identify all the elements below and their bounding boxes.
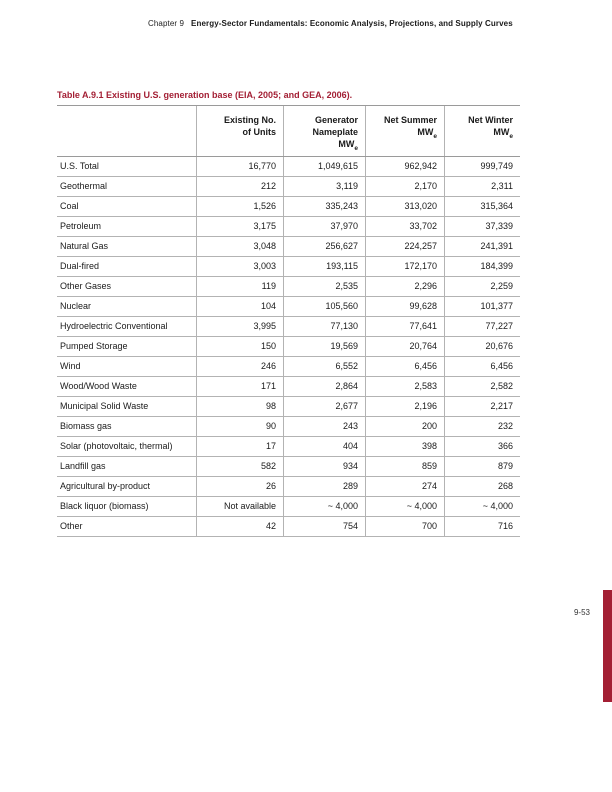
header-line: MW: [493, 127, 510, 137]
table-row: [57, 157, 520, 177]
table-row: [57, 437, 520, 457]
row-value: 1,526: [196, 197, 283, 216]
row-value: 17: [196, 437, 283, 456]
row-label: Dual-fired: [60, 261, 100, 271]
row-value: 3,995: [196, 317, 283, 336]
row-value: 754: [283, 517, 365, 536]
header-subscript: e: [354, 144, 358, 152]
chapter-title: Energy-Sector Fundamentals: Economic Analysis, Projections, and Supply Curves: [191, 19, 513, 28]
row-label: Landfill gas: [60, 461, 106, 471]
row-value: 37,970: [283, 217, 365, 236]
row-value: 19,569: [283, 337, 365, 356]
row-label: Agricultural by-product: [60, 481, 151, 491]
row-value: 77,227: [444, 317, 520, 336]
row-value: 90: [196, 417, 283, 436]
row-value: 716: [444, 517, 520, 536]
table-row: [57, 457, 520, 477]
header-line: Generator: [314, 115, 358, 125]
row-value: 77,641: [365, 317, 444, 336]
row-value: 289: [283, 477, 365, 496]
row-value: 3,175: [196, 217, 283, 236]
row-value: 20,676: [444, 337, 520, 356]
row-value: 37,339: [444, 217, 520, 236]
row-value: 3,003: [196, 257, 283, 276]
header-line: Existing No.: [223, 115, 276, 125]
row-value: 2,311: [444, 177, 520, 196]
row-value: 26: [196, 477, 283, 496]
row-value: 99,628: [365, 297, 444, 316]
row-label: Black liquor (biomass): [60, 501, 149, 511]
header-line: of Units: [242, 127, 276, 137]
row-value: 232: [444, 417, 520, 436]
table-row: [57, 197, 520, 217]
header-line: MW: [417, 127, 434, 137]
header-cell-nameplate: [283, 106, 365, 156]
header-cell-net-winter: [444, 106, 520, 156]
row-value: 962,942: [365, 157, 444, 176]
row-value: 101,377: [444, 297, 520, 316]
row-value: 150: [196, 337, 283, 356]
row-value: 268: [444, 477, 520, 496]
table-body: [57, 157, 520, 537]
row-value: 2,170: [365, 177, 444, 196]
header-cell-units: [196, 106, 283, 156]
row-label: Other: [60, 521, 83, 531]
table-row: [57, 357, 520, 377]
row-value: 879: [444, 457, 520, 476]
row-value: 2,677: [283, 397, 365, 416]
row-value: 119: [196, 277, 283, 296]
header-cell-blank: [57, 106, 196, 156]
row-value: 256,627: [283, 237, 365, 256]
row-value: 98: [196, 397, 283, 416]
row-value: ~ 4,000: [444, 497, 520, 516]
row-value: 582: [196, 457, 283, 476]
row-value: 3,048: [196, 237, 283, 256]
page-edge-accent-bar: [603, 590, 612, 702]
row-value: 2,535: [283, 277, 365, 296]
row-value: 6,552: [283, 357, 365, 376]
row-value: 171: [196, 377, 283, 396]
row-value: 104: [196, 297, 283, 316]
row-value: 3,119: [283, 177, 365, 196]
row-label: Municipal Solid Waste: [60, 401, 149, 411]
header-line: Nameplate MW: [312, 127, 358, 149]
row-value: 315,364: [444, 197, 520, 216]
row-value: 404: [283, 437, 365, 456]
header-subscript: e: [433, 132, 437, 140]
row-value: 2,583: [365, 377, 444, 396]
row-label: Biomass gas: [60, 421, 112, 431]
table-row: [57, 377, 520, 397]
row-value: 42: [196, 517, 283, 536]
table-row: [57, 177, 520, 197]
row-value: 184,399: [444, 257, 520, 276]
row-value: 2,217: [444, 397, 520, 416]
chapter-label: Chapter 9: [148, 19, 185, 28]
row-label: Wood/Wood Waste: [60, 381, 137, 391]
row-label: Nuclear: [60, 301, 92, 311]
row-value: 2,864: [283, 377, 365, 396]
header-subscript: e: [509, 132, 513, 140]
row-value: 16,770: [196, 157, 283, 176]
row-value: 366: [444, 437, 520, 456]
table-row: [57, 337, 520, 357]
row-value: 77,130: [283, 317, 365, 336]
row-value: 1,049,615: [283, 157, 365, 176]
row-value: 105,560: [283, 297, 365, 316]
row-value: 20,764: [365, 337, 444, 356]
header-line: Net Winter: [468, 115, 513, 125]
row-label: Pumped Storage: [60, 341, 128, 351]
table-row: [57, 277, 520, 297]
row-value: 212: [196, 177, 283, 196]
row-value: 33,702: [365, 217, 444, 236]
row-label: Petroleum: [60, 221, 102, 231]
row-value: 241,391: [444, 237, 520, 256]
row-value: 2,196: [365, 397, 444, 416]
table-row: [57, 317, 520, 337]
table-row: [57, 477, 520, 497]
row-value: Not available: [196, 497, 283, 516]
row-label: Solar (photovoltaic, thermal): [60, 441, 173, 451]
row-value: 2,259: [444, 277, 520, 296]
header-cell-net-summer: [365, 106, 444, 156]
table-row: [57, 497, 520, 517]
row-label: Wind: [60, 361, 81, 371]
row-value: ~ 4,000: [283, 497, 365, 516]
row-label: Natural Gas: [60, 241, 109, 251]
row-value: 398: [365, 437, 444, 456]
row-label: Other Gases: [60, 281, 112, 291]
table-row: [57, 397, 520, 417]
row-value: 6,456: [444, 357, 520, 376]
row-label: U.S. Total: [60, 161, 99, 171]
page-header: [148, 19, 513, 28]
table-row: [57, 237, 520, 257]
row-value: 2,296: [365, 277, 444, 296]
table-row: [57, 517, 520, 537]
row-value: 2,582: [444, 377, 520, 396]
header-line: Net Summer: [383, 115, 437, 125]
row-value: 200: [365, 417, 444, 436]
table-row: [57, 297, 520, 317]
row-value: 246: [196, 357, 283, 376]
row-value: 6,456: [365, 357, 444, 376]
row-label: Coal: [60, 201, 79, 211]
row-value: 934: [283, 457, 365, 476]
table-row: [57, 417, 520, 437]
row-value: 172,170: [365, 257, 444, 276]
table-header-row: [57, 106, 520, 157]
table-row: [57, 257, 520, 277]
row-value: ~ 4,000: [365, 497, 444, 516]
table-row: [57, 217, 520, 237]
row-value: 700: [365, 517, 444, 536]
row-value: 224,257: [365, 237, 444, 256]
row-value: 999,749: [444, 157, 520, 176]
row-value: 243: [283, 417, 365, 436]
row-label: Hydroelectric Conventional: [60, 321, 168, 331]
row-value: 313,020: [365, 197, 444, 216]
generation-table: [57, 105, 520, 537]
row-value: 274: [365, 477, 444, 496]
row-label: Geothermal: [60, 181, 108, 191]
row-value: 193,115: [283, 257, 365, 276]
row-value: 859: [365, 457, 444, 476]
table-title: Table A.9.1 Existing U.S. generation base (EIA, 2005; and GEA, 2006).: [57, 90, 353, 100]
row-value: 335,243: [283, 197, 365, 216]
page-number: 9-53: [573, 608, 590, 617]
